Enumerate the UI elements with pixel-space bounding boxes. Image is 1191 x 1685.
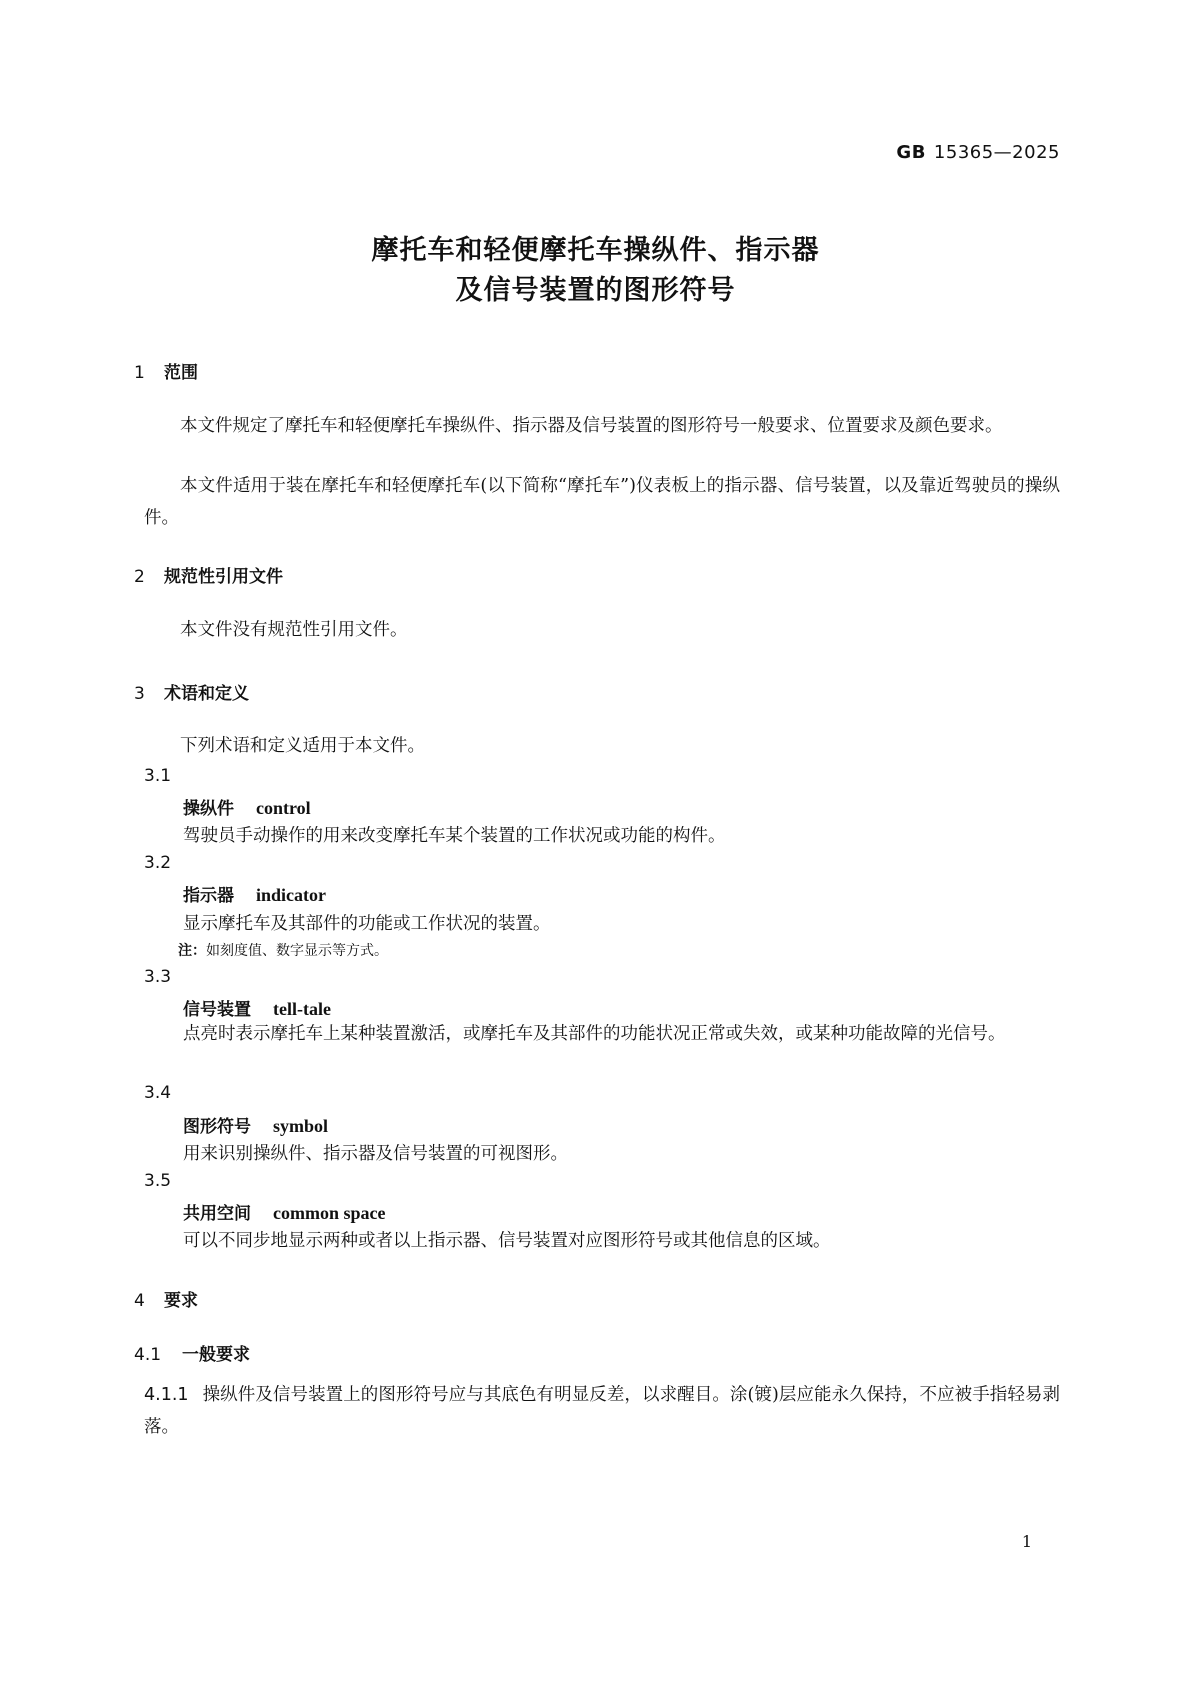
clause-4-1-1 bbox=[144, 1379, 1060, 1443]
section-number: 3 bbox=[134, 684, 145, 704]
note-text: 如刻度值、数字显示等方式。 bbox=[206, 943, 388, 959]
subsection-heading-general bbox=[134, 1340, 250, 1365]
term-chinese: 操纵件 bbox=[183, 799, 234, 819]
term-chinese: 信号装置 bbox=[183, 1000, 251, 1020]
section-heading-normative-references bbox=[134, 562, 283, 587]
standard-prefix: GB bbox=[896, 142, 926, 163]
term-entry bbox=[183, 995, 331, 1020]
term-chinese: 指示器 bbox=[183, 886, 234, 906]
term-english: tell-tale bbox=[273, 999, 331, 1019]
clause-text: 操纵件及信号装置上的图形符号应与其底色有明显反差，以求醒目。涂(镀)层应能永久保持，不应被手指轻易剥落。 bbox=[144, 1385, 1060, 1437]
term-english: common space bbox=[273, 1203, 386, 1223]
section-heading-requirements bbox=[134, 1286, 198, 1311]
section-number: 2 bbox=[134, 567, 145, 587]
term-number: 3.1 bbox=[144, 766, 172, 786]
term-chinese: 共用空间 bbox=[183, 1204, 251, 1224]
terms-intro: 下列术语和定义适用于本文件。 bbox=[180, 736, 425, 756]
term-entry bbox=[183, 881, 326, 906]
section-title: 规范性引用文件 bbox=[164, 567, 283, 587]
term-number: 3.5 bbox=[144, 1171, 172, 1191]
standard-code: 15365—2025 bbox=[933, 142, 1060, 163]
term-english: indicator bbox=[256, 885, 326, 905]
term-chinese: 图形符号 bbox=[183, 1117, 251, 1137]
document-title-line2: 及信号装置的图形符号 bbox=[455, 275, 736, 306]
term-number: 3.2 bbox=[144, 853, 172, 873]
term-english: control bbox=[256, 798, 311, 818]
term-definition: 驾驶员手动操作的用来改变摩托车某个装置的工作状况或功能的构件。 bbox=[183, 826, 726, 846]
term-definition: 用来识别操纵件、指示器及信号装置的可视图形。 bbox=[183, 1144, 568, 1164]
subsection-title: 一般要求 bbox=[182, 1345, 250, 1365]
term-definition: 点亮时表示摩托车上某种装置激活，或摩托车及其部件的功能状况正常或失效，或某种功能故障的光信号。 bbox=[183, 1024, 1006, 1044]
normative-references-paragraph: 本文件没有规范性引用文件。 bbox=[180, 620, 408, 640]
term-number: 3.3 bbox=[144, 967, 172, 987]
section-title: 范围 bbox=[164, 363, 198, 383]
term-entry bbox=[183, 1112, 328, 1137]
note-label: 注： bbox=[178, 943, 206, 959]
term-note bbox=[178, 940, 388, 960]
term-entry bbox=[183, 794, 311, 819]
term-entry bbox=[183, 1199, 385, 1224]
term-definition: 可以不同步地显示两种或者以上指示器、信号装置对应图形符号或其他信息的区域。 bbox=[183, 1231, 831, 1251]
section-title: 术语和定义 bbox=[164, 684, 249, 704]
scope-paragraph-1: 本文件规定了摩托车和轻便摩托车操纵件、指示器及信号装置的图形符号一般要求、位置要求及颜色要求。 bbox=[180, 416, 1003, 436]
section-title: 要求 bbox=[164, 1291, 198, 1311]
section-number: 4 bbox=[134, 1291, 145, 1311]
standard-number-header bbox=[896, 142, 1060, 163]
scope-paragraph-2: 本文件适用于装在摩托车和轻便摩托车(以下简称“摩托车”)仪表板上的指示器、信号装置，以及靠近驾驶员的操纵件。 bbox=[144, 476, 1060, 528]
document-title-line1: 摩托车和轻便摩托车操纵件、指示器 bbox=[371, 235, 820, 266]
section-heading-scope bbox=[134, 358, 198, 383]
page-number: 1 bbox=[1021, 1532, 1032, 1551]
term-english: symbol bbox=[273, 1116, 329, 1136]
term-number: 3.4 bbox=[144, 1083, 172, 1103]
section-number: 1 bbox=[134, 363, 145, 383]
clause-number: 4.1.1 bbox=[144, 1385, 189, 1405]
subsection-number: 4.1 bbox=[134, 1345, 162, 1365]
section-heading-terms bbox=[134, 679, 249, 704]
term-definition: 显示摩托车及其部件的功能或工作状况的装置。 bbox=[183, 914, 551, 934]
